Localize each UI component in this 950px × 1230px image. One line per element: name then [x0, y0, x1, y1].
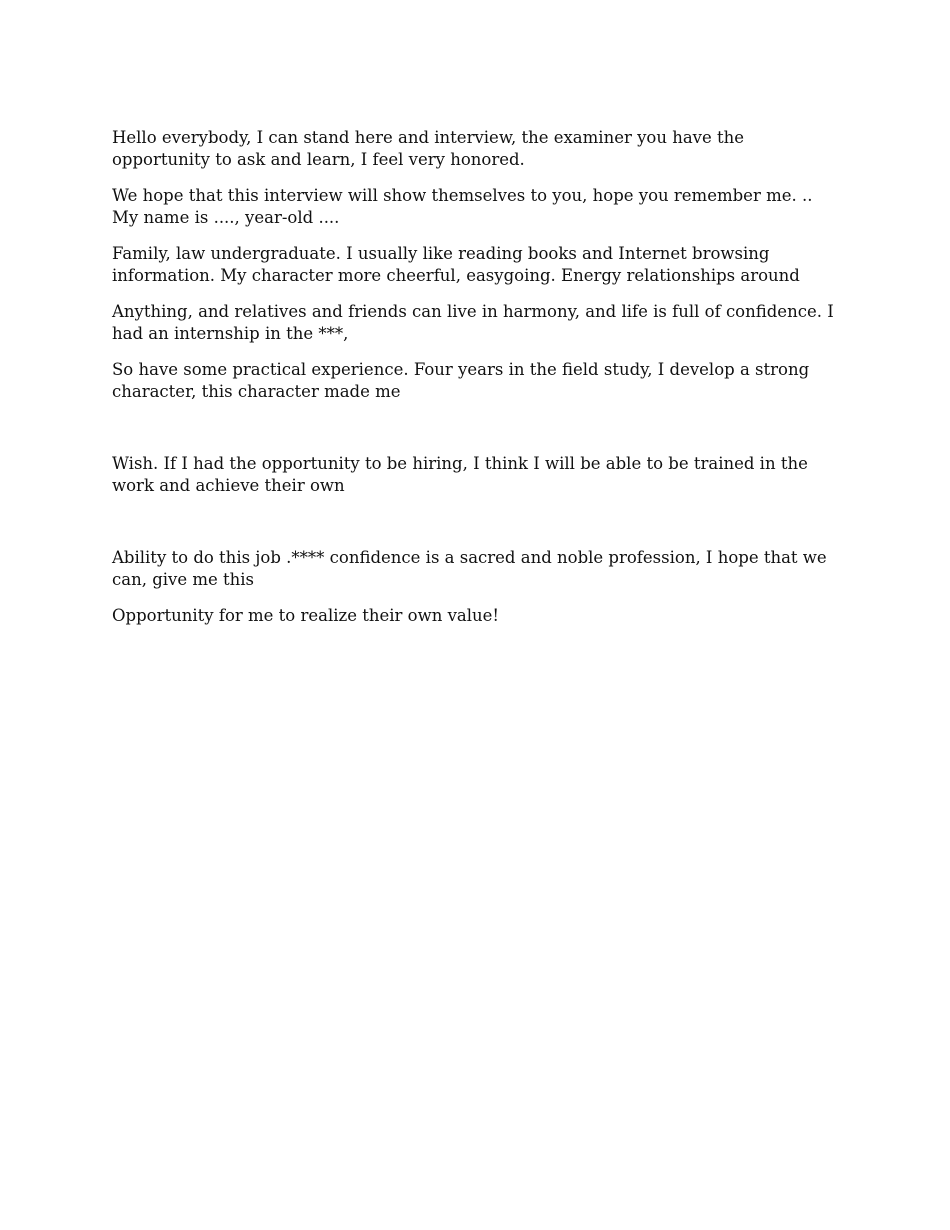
paragraph-3: Family, law undergraduate. I usually like reading books and Internet browsing information. My character more cheerful, easygoing. Energy relationships around: [112, 244, 800, 285]
paragraph-1: Hello everybody, I can stand here and interview, the examiner you have the opportunity to ask and learn, I feel very honored.: [112, 128, 745, 169]
paragraph-5: So have some practical experience. Four years in the field study, I develop a strong character, this character made me: [112, 360, 810, 401]
paragraph-8: Opportunity for me to realize their own value!: [112, 606, 500, 625]
paragraph-6: Wish. If I had the opportunity to be hiring, I think I will be able to be trained in the work and achieve their own: [112, 454, 808, 495]
paragraph-2: We hope that this interview will show themselves to you, hope you remember me. .. My name is ...., year-old ....: [112, 186, 813, 227]
paragraph-7: Ability to do this job .**** confidence is a sacred and noble profession, I hope that we can, give me this: [112, 548, 827, 589]
paragraph-4: Anything, and relatives and friends can live in harmony, and life is full of confidence. I had an internship in the ***,: [112, 302, 834, 343]
